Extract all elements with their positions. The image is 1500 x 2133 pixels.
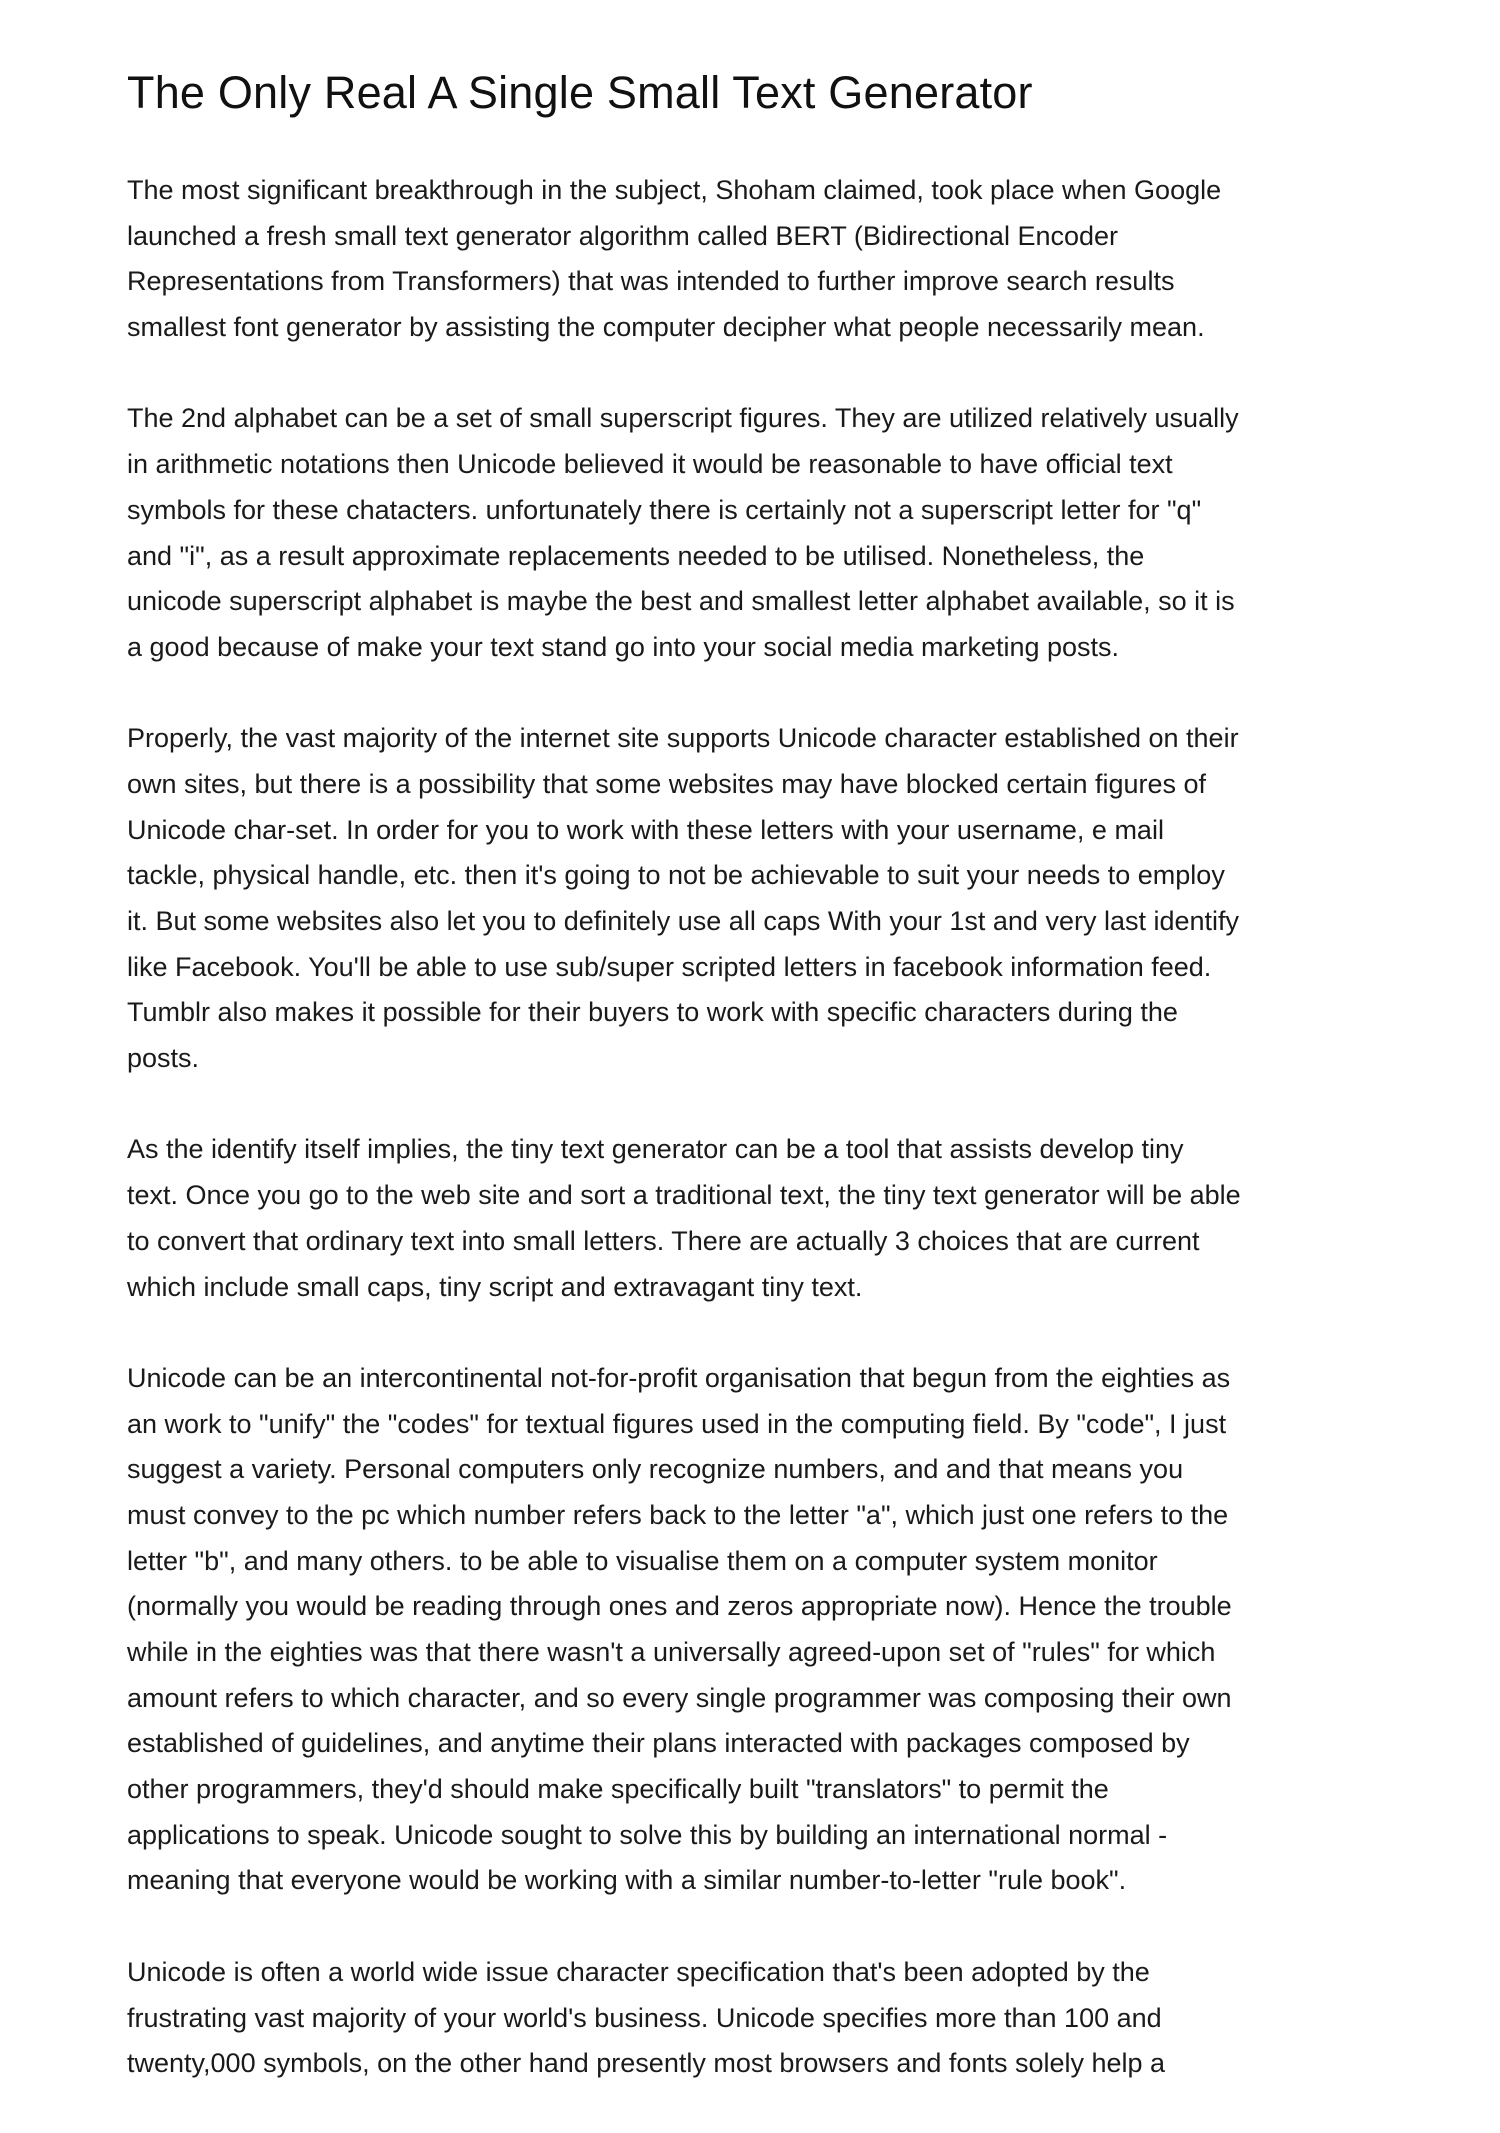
text-line: Unicode is often a world wide issue character specification that's been adopted by the	[127, 1956, 1150, 1987]
text-line: a good because of make your text stand go into your social media marketing posts.	[127, 631, 1120, 662]
text-line: Tumblr also makes it possible for their buyers to work with specific characters during the	[127, 997, 1178, 1028]
text-line: posts.	[127, 1043, 200, 1074]
text-line: which include small caps, tiny script and extravagant tiny text.	[127, 1271, 863, 1302]
text-line: The most significant breakthrough in the subject, Shoham claimed, took place when Google	[127, 175, 1222, 205]
paragraph-4	[127, 1127, 1427, 1310]
text-line: smallest font generator by assisting the computer decipher what people necessarily mean.	[127, 312, 1205, 343]
text-line: applications to speak. Unicode sought to solve this by building an international normal -	[127, 1819, 1168, 1850]
text-line: an work to "unify" the "codes" for textual figures used in the computing field. By "code", I just	[127, 1408, 1227, 1439]
text-line: frustrating vast majority of your world's business. Unicode specifies more than 100 and	[127, 2002, 1162, 2033]
text-line: amount refers to which character, and so every single programmer was composing their own	[127, 1682, 1232, 1713]
text-line: Properly, the vast majority of the internet site supports Unicode character established on their	[127, 723, 1239, 754]
text-line: twenty,000 symbols, on the other hand presently most browsers and fonts solely help a	[127, 2048, 1166, 2079]
text-line: in arithmetic notations then Unicode believed it would be reasonable to have official text	[127, 449, 1173, 480]
text-line: Unicode char-set. In order for you to work with these letters with your username, e mail	[127, 814, 1164, 845]
text-line: to convert that ordinary text into small letters. There are actually 3 choices that are current	[127, 1225, 1200, 1256]
text-line: The 2nd alphabet can be a set of small superscript figures. They are utilized relatively usually	[127, 403, 1239, 434]
text-line: suggest a variety. Personal computers only recognize numbers, and and that means you	[127, 1454, 1184, 1485]
text-line: unicode superscript alphabet is maybe the best and smallest letter alphabet available, so it is	[127, 586, 1235, 617]
text-line: while in the eighties was that there wasn't a universally agreed-upon set of "rules" for which	[127, 1637, 1216, 1667]
text-line: launched a fresh small text generator algorithm called BERT (Bidirectional Encoder	[127, 220, 1119, 251]
paragraph-5	[127, 1356, 1427, 1904]
text-line: Representations from Transformers) that was intended to further improve search results	[127, 266, 1175, 297]
paragraph-3	[127, 716, 1427, 1082]
text-line: tackle, physical handle, etc. then it's going to not be achievable to suit your needs to employ	[127, 860, 1225, 891]
paragraph-6	[127, 1950, 1427, 2087]
text-line: established of guidelines, and anytime their plans interacted with packages composed by	[127, 1728, 1190, 1759]
article-body	[127, 168, 1427, 2133]
paragraph-1	[127, 168, 1427, 351]
paragraph-2	[127, 396, 1427, 670]
text-line: (normally you would be reading through ones and zeros appropriate now). Hence the trouble	[127, 1591, 1232, 1622]
text-line: symbols for these chatacters. unfortunately there is certainly not a superscript letter for "q"	[127, 494, 1202, 525]
text-line: and "i", as a result approximate replacements needed to be utilised. Nonetheless, the	[127, 540, 1145, 571]
text-line: text. Once you go to the web site and sort a traditional text, the tiny text generator will be able	[127, 1180, 1241, 1211]
text-line: it. But some websites also let you to definitely use all caps With your 1st and very last identify	[127, 906, 1240, 936]
text-line: like Facebook. You'll be able to use sub/super scripted letters in facebook information feed.	[127, 951, 1212, 982]
text-line: other programmers, they'd should make specifically built "translators" to permit the	[127, 1774, 1109, 1805]
text-line: own sites, but there is a possibility that some websites may have blocked certain figures of	[127, 768, 1207, 799]
text-line: As the identify itself implies, the tiny text generator can be a tool that assists develop tiny	[127, 1134, 1184, 1165]
text-line: meaning that everyone would be working with a similar number-to-letter "rule book".	[127, 1865, 1127, 1896]
text-line: Unicode can be an intercontinental not-for-profit organisation that begun from the eighties as	[127, 1362, 1231, 1393]
text-line: must convey to the pc which number refers back to the letter "a", which just one refers to the	[127, 1499, 1229, 1530]
text-line: letter "b", and many others. to be able to visualise them on a computer system monitor	[127, 1545, 1158, 1576]
page-title: The Only Real A Single Small Text Generator	[127, 67, 1033, 118]
